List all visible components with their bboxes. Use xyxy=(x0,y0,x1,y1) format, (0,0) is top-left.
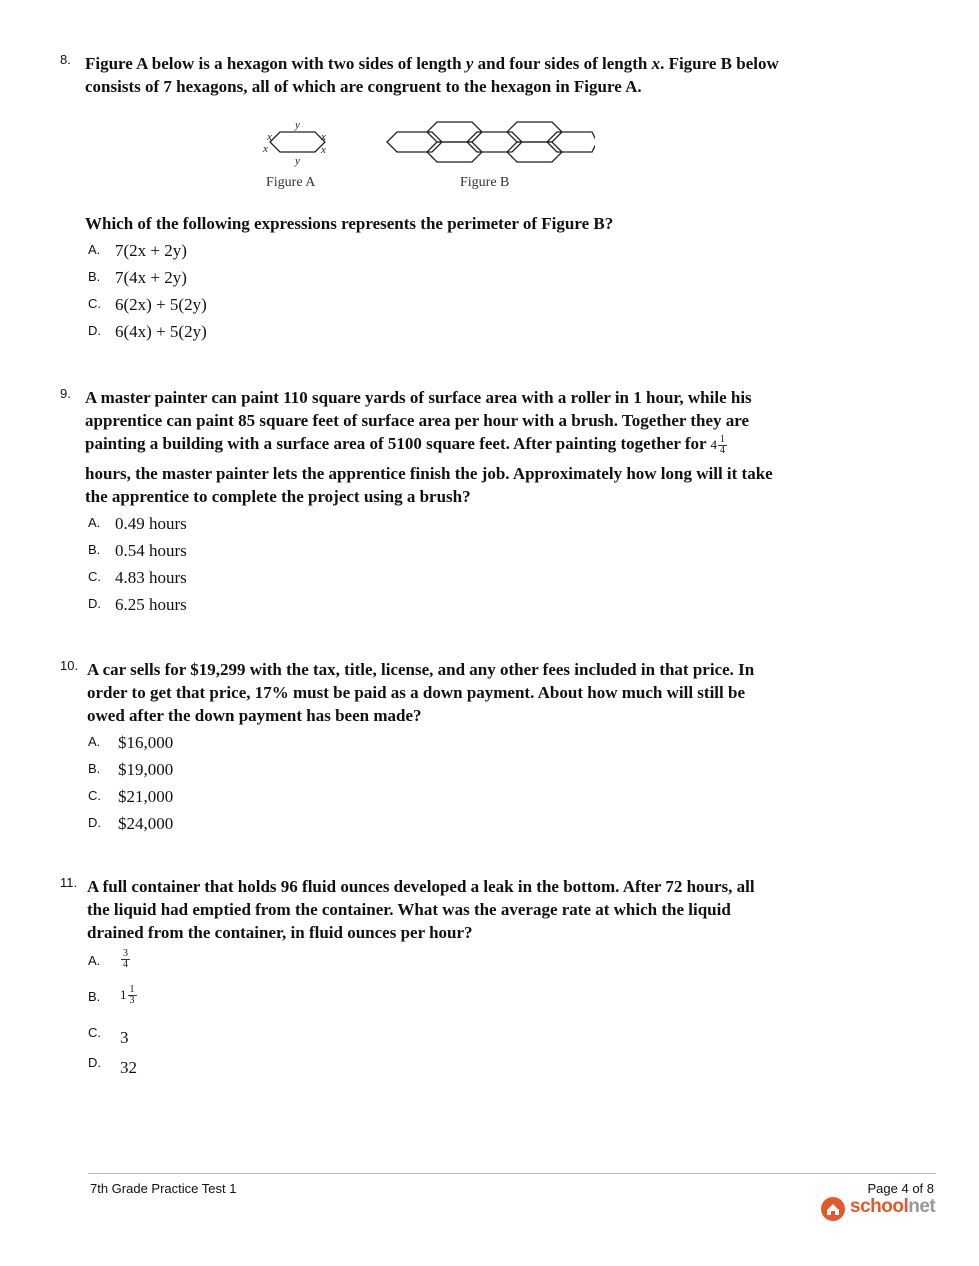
option-c[interactable]: C. $21,000 xyxy=(88,787,174,806)
question-number: 11. xyxy=(60,875,78,890)
options xyxy=(88,241,780,349)
hexagon-b7 xyxy=(547,132,595,152)
hexagon-b1 xyxy=(387,132,442,152)
option-a[interactable]: A. 0.49 hours xyxy=(88,514,187,533)
hexagon-b5 xyxy=(507,122,562,142)
option-d[interactable]: D. 6.25 hours xyxy=(88,595,187,614)
hexagon-a xyxy=(270,132,325,152)
option-b[interactable]: B. 0.54 hours xyxy=(88,541,187,560)
question-number: 10. xyxy=(60,658,79,673)
question-11 xyxy=(60,875,780,1081)
option-d[interactable]: D. 32 xyxy=(88,1055,137,1077)
option-d[interactable]: D. 6(4x) + 5(2y) xyxy=(88,322,207,341)
option-c[interactable]: C. 3 xyxy=(88,1025,129,1047)
option-d[interactable]: D. $24,000 xyxy=(88,814,174,833)
question-10 xyxy=(60,658,780,841)
question-stem: Which of the following expressions represents the perimeter of Figure B? xyxy=(85,214,614,233)
option-a[interactable]: A. $16,000 xyxy=(88,733,174,752)
hexagon-b2 xyxy=(427,122,482,142)
option-b[interactable]: B. $19,000 xyxy=(88,760,174,779)
option-b[interactable]: B. 1 $\frac{1}{3}$ xyxy=(88,983,135,1006)
option-c[interactable]: C. 4.83 hours xyxy=(88,568,187,587)
question-number: 8. xyxy=(60,52,71,67)
figure-b-hexagons xyxy=(387,122,595,162)
figure-b-caption: Figure B xyxy=(460,175,510,190)
hexagon-b6 xyxy=(507,142,562,162)
label-y-bottom: y xyxy=(295,155,300,167)
options xyxy=(88,733,780,841)
footer-divider xyxy=(88,1173,936,1174)
label-x-bottom-right: x xyxy=(321,144,326,156)
hexagon-b4 xyxy=(467,132,522,152)
fraction: $\frac{1}{3}$ xyxy=(129,983,135,1006)
test-title: 7th Grade Practice Test 1 xyxy=(90,1181,237,1196)
option-b[interactable]: B. 7(4x + 2y) xyxy=(88,268,187,287)
question-9 xyxy=(60,386,780,622)
option-a[interactable]: A. $\frac{3}{4}$ xyxy=(88,947,128,970)
label-x-top-left: x xyxy=(267,131,272,143)
question-number: 9. xyxy=(60,386,71,401)
label-x-top-right: x xyxy=(321,131,326,143)
figure-a-caption: Figure A xyxy=(266,175,316,190)
house-icon xyxy=(820,1196,846,1222)
options xyxy=(88,947,780,1081)
fraction: $\frac{3}{4}$ xyxy=(123,947,128,970)
hexagon-figure xyxy=(255,110,595,196)
label-x-bottom-left: x xyxy=(263,143,268,155)
question-8-prompt xyxy=(60,212,780,349)
option-c[interactable]: C. 6(2x) + 5(2y) xyxy=(88,295,207,314)
label-y-top: y xyxy=(295,119,300,131)
schoolnet-logo: schoolnet xyxy=(820,1196,846,1222)
question-stem: A master painter can paint 110 square yards of surface area with a roller in 1 hour, while his apprentice can paint 85 square feet of surface area per hour with a brush. Together they are painting a building with a surface area of 5100 square feet. After painting together for 4 $\frac{1}{4}$ hours, the master painter lets the apprentice finish the job. Approximately how long will it take the apprentice to complete the project using a brush? xyxy=(85,388,773,506)
hexagon-b3 xyxy=(427,142,482,162)
page-number: Page 4 of 8 xyxy=(867,1181,934,1196)
options xyxy=(88,514,780,622)
question-stem: A full container that holds 96 fluid ounces developed a leak in the bottom. After 72 hours, all the liquid had emptied from the container. What was the average rate at which the liquid drained from the container, in fluid ounces per hour? xyxy=(87,877,755,942)
option-a[interactable]: A. 7(2x + 2y) xyxy=(88,241,187,260)
mixed-number: 4 $\frac{1}{4}$ xyxy=(710,433,726,456)
question-stem: Figure A below is a hexagon with two sides of length y and four sides of length x. Figure B below consists of 7 hexagons, all of which are congruent to the hexagon in Figure A. xyxy=(85,54,779,96)
question-stem: A car sells for $19,299 with the tax, title, license, and any other fees included in that price. In order to get that price, 17% must be paid as a down payment. About how much will still be owed after the down payment has been made? xyxy=(87,660,755,725)
question-8 xyxy=(60,52,780,98)
